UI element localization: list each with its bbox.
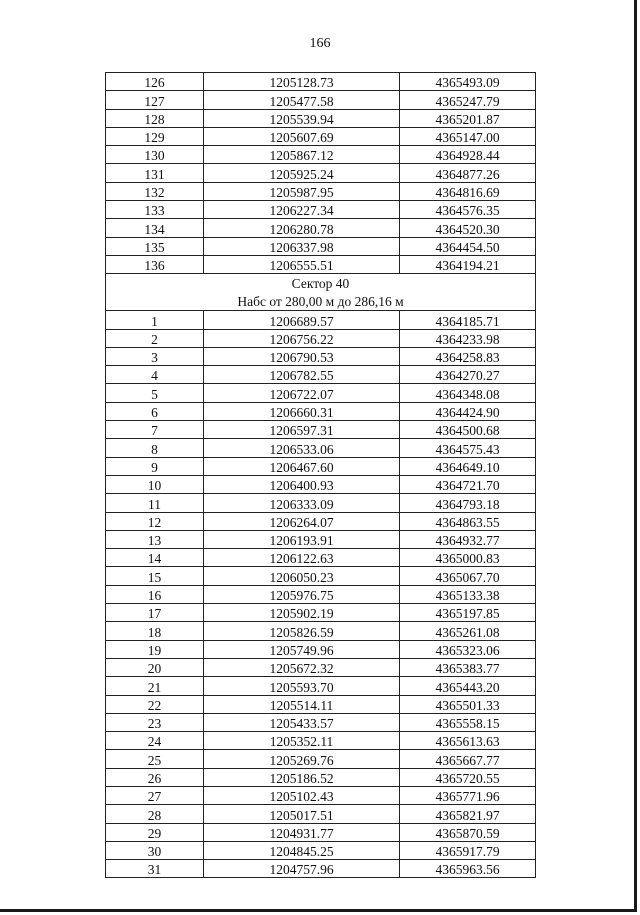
sector-header bbox=[106, 274, 536, 311]
table-row bbox=[106, 237, 536, 255]
y-coordinate: 4364424.90 bbox=[400, 402, 536, 420]
point-number: 127 bbox=[106, 91, 204, 109]
point-number: 26 bbox=[106, 768, 204, 786]
x-coordinate: 1205925.24 bbox=[204, 164, 400, 182]
table-row bbox=[106, 860, 536, 878]
y-coordinate: 4365558.15 bbox=[400, 713, 536, 731]
table-row bbox=[106, 201, 536, 219]
point-number: 19 bbox=[106, 640, 204, 658]
y-coordinate: 4364863.55 bbox=[400, 512, 536, 530]
table-row bbox=[106, 549, 536, 567]
point-number: 9 bbox=[106, 457, 204, 475]
point-number: 29 bbox=[106, 823, 204, 841]
point-number: 23 bbox=[106, 713, 204, 731]
x-coordinate: 1205867.12 bbox=[204, 146, 400, 164]
y-coordinate: 4364258.83 bbox=[400, 347, 536, 365]
y-coordinate: 4364500.68 bbox=[400, 421, 536, 439]
y-coordinate: 4365821.97 bbox=[400, 805, 536, 823]
y-coordinate: 4365000.83 bbox=[400, 549, 536, 567]
point-number: 14 bbox=[106, 549, 204, 567]
point-number: 4 bbox=[106, 366, 204, 384]
x-coordinate: 1204931.77 bbox=[204, 823, 400, 841]
y-coordinate: 4365443.20 bbox=[400, 677, 536, 695]
y-coordinate: 4365917.79 bbox=[400, 841, 536, 859]
table-body-sector-40 bbox=[106, 311, 536, 878]
y-coordinate: 4364194.21 bbox=[400, 255, 536, 273]
point-number: 131 bbox=[106, 164, 204, 182]
table-row bbox=[106, 750, 536, 768]
table-row bbox=[106, 73, 536, 91]
y-coordinate: 4364649.10 bbox=[400, 457, 536, 475]
y-coordinate: 4365133.38 bbox=[400, 585, 536, 603]
y-coordinate: 4365667.77 bbox=[400, 750, 536, 768]
y-coordinate: 4365720.55 bbox=[400, 768, 536, 786]
y-coordinate: 4365870.59 bbox=[400, 823, 536, 841]
coordinates-table bbox=[105, 72, 536, 878]
y-coordinate: 4364348.08 bbox=[400, 384, 536, 402]
table-row bbox=[106, 512, 536, 530]
point-number: 135 bbox=[106, 237, 204, 255]
x-coordinate: 1205433.57 bbox=[204, 713, 400, 731]
point-number: 24 bbox=[106, 732, 204, 750]
x-coordinate: 1205102.43 bbox=[204, 786, 400, 804]
x-coordinate: 1205749.96 bbox=[204, 640, 400, 658]
table-row bbox=[106, 347, 536, 365]
table-row bbox=[106, 604, 536, 622]
table-row bbox=[106, 786, 536, 804]
y-coordinate: 4365963.56 bbox=[400, 860, 536, 878]
x-coordinate: 1205902.19 bbox=[204, 604, 400, 622]
table-row bbox=[106, 91, 536, 109]
table-row bbox=[106, 677, 536, 695]
point-number: 133 bbox=[106, 201, 204, 219]
point-number: 132 bbox=[106, 182, 204, 200]
x-coordinate: 1205987.95 bbox=[204, 182, 400, 200]
table-row bbox=[106, 585, 536, 603]
x-coordinate: 1204845.25 bbox=[204, 841, 400, 859]
y-coordinate: 4364233.98 bbox=[400, 329, 536, 347]
y-coordinate: 4365201.87 bbox=[400, 109, 536, 127]
y-coordinate: 4365197.85 bbox=[400, 604, 536, 622]
table-row bbox=[106, 658, 536, 676]
point-number: 129 bbox=[106, 127, 204, 145]
sector-title-row bbox=[106, 274, 536, 293]
point-number: 126 bbox=[106, 73, 204, 91]
table-row bbox=[106, 146, 536, 164]
table-row bbox=[106, 182, 536, 200]
y-coordinate: 4365261.08 bbox=[400, 622, 536, 640]
y-coordinate: 4364816.69 bbox=[400, 182, 536, 200]
x-coordinate: 1205017.51 bbox=[204, 805, 400, 823]
table-row bbox=[106, 329, 536, 347]
y-coordinate: 4365613.63 bbox=[400, 732, 536, 750]
point-number: 18 bbox=[106, 622, 204, 640]
point-number: 130 bbox=[106, 146, 204, 164]
point-number: 12 bbox=[106, 512, 204, 530]
point-number: 22 bbox=[106, 695, 204, 713]
y-coordinate: 4364721.70 bbox=[400, 475, 536, 493]
table-row bbox=[106, 640, 536, 658]
x-coordinate: 1205826.59 bbox=[204, 622, 400, 640]
x-coordinate: 1205186.52 bbox=[204, 768, 400, 786]
table-row bbox=[106, 695, 536, 713]
x-coordinate: 1206193.91 bbox=[204, 530, 400, 548]
y-coordinate: 4365067.70 bbox=[400, 567, 536, 585]
y-coordinate: 4365771.96 bbox=[400, 786, 536, 804]
x-coordinate: 1206722.07 bbox=[204, 384, 400, 402]
x-coordinate: 1206597.31 bbox=[204, 421, 400, 439]
x-coordinate: 1206333.09 bbox=[204, 494, 400, 512]
table-row bbox=[106, 841, 536, 859]
point-number: 3 bbox=[106, 347, 204, 365]
table-row bbox=[106, 255, 536, 273]
table-row bbox=[106, 311, 536, 329]
table-row bbox=[106, 384, 536, 402]
y-coordinate: 4364928.44 bbox=[400, 146, 536, 164]
x-coordinate: 1205672.32 bbox=[204, 658, 400, 676]
x-coordinate: 1205976.75 bbox=[204, 585, 400, 603]
x-coordinate: 1206280.78 bbox=[204, 219, 400, 237]
point-number: 10 bbox=[106, 475, 204, 493]
x-coordinate: 1206555.51 bbox=[204, 255, 400, 273]
x-coordinate: 1205593.70 bbox=[204, 677, 400, 695]
point-number: 7 bbox=[106, 421, 204, 439]
table-row bbox=[106, 475, 536, 493]
point-number: 30 bbox=[106, 841, 204, 859]
y-coordinate: 4365247.79 bbox=[400, 91, 536, 109]
sector-subtitle: Набс от 280,00 м до 286,16 м bbox=[106, 292, 536, 311]
page-number: 166 bbox=[309, 36, 331, 51]
y-coordinate: 4365147.00 bbox=[400, 127, 536, 145]
sector-title: Сектор 40 bbox=[106, 274, 536, 293]
x-coordinate: 1206400.93 bbox=[204, 475, 400, 493]
table-row bbox=[106, 164, 536, 182]
table-row bbox=[106, 127, 536, 145]
y-coordinate: 4365323.06 bbox=[400, 640, 536, 658]
x-coordinate: 1205477.58 bbox=[204, 91, 400, 109]
x-coordinate: 1206790.53 bbox=[204, 347, 400, 365]
point-number: 5 bbox=[106, 384, 204, 402]
x-coordinate: 1206337.98 bbox=[204, 237, 400, 255]
y-coordinate: 4364454.50 bbox=[400, 237, 536, 255]
x-coordinate: 1206782.55 bbox=[204, 366, 400, 384]
table-body-previous-sector bbox=[106, 73, 536, 274]
y-coordinate: 4364520.30 bbox=[400, 219, 536, 237]
table-row bbox=[106, 622, 536, 640]
x-coordinate: 1206756.22 bbox=[204, 329, 400, 347]
x-coordinate: 1205539.94 bbox=[204, 109, 400, 127]
point-number: 11 bbox=[106, 494, 204, 512]
point-number: 17 bbox=[106, 604, 204, 622]
table-row bbox=[106, 421, 536, 439]
table-row bbox=[106, 805, 536, 823]
y-coordinate: 4364576.35 bbox=[400, 201, 536, 219]
x-coordinate: 1206050.23 bbox=[204, 567, 400, 585]
x-coordinate: 1206689.57 bbox=[204, 311, 400, 329]
point-number: 27 bbox=[106, 786, 204, 804]
x-coordinate: 1205352.11 bbox=[204, 732, 400, 750]
y-coordinate: 4365493.09 bbox=[400, 73, 536, 91]
table-row bbox=[106, 109, 536, 127]
point-number: 1 bbox=[106, 311, 204, 329]
x-coordinate: 1204757.96 bbox=[204, 860, 400, 878]
table-row bbox=[106, 366, 536, 384]
x-coordinate: 1205607.69 bbox=[204, 127, 400, 145]
y-coordinate: 4364185.71 bbox=[400, 311, 536, 329]
table-row bbox=[106, 768, 536, 786]
table-row bbox=[106, 494, 536, 512]
point-number: 128 bbox=[106, 109, 204, 127]
x-coordinate: 1205128.73 bbox=[204, 73, 400, 91]
point-number: 136 bbox=[106, 255, 204, 273]
sector-subtitle-row bbox=[106, 292, 536, 311]
table-row bbox=[106, 219, 536, 237]
x-coordinate: 1205514.11 bbox=[204, 695, 400, 713]
x-coordinate: 1206467.60 bbox=[204, 457, 400, 475]
point-number: 31 bbox=[106, 860, 204, 878]
y-coordinate: 4365501.33 bbox=[400, 695, 536, 713]
y-coordinate: 4365383.77 bbox=[400, 658, 536, 676]
point-number: 13 bbox=[106, 530, 204, 548]
y-coordinate: 4364793.18 bbox=[400, 494, 536, 512]
point-number: 6 bbox=[106, 402, 204, 420]
point-number: 21 bbox=[106, 677, 204, 695]
point-number: 2 bbox=[106, 329, 204, 347]
point-number: 25 bbox=[106, 750, 204, 768]
point-number: 8 bbox=[106, 439, 204, 457]
x-coordinate: 1206264.07 bbox=[204, 512, 400, 530]
point-number: 16 bbox=[106, 585, 204, 603]
table-row bbox=[106, 713, 536, 731]
y-coordinate: 4364932.77 bbox=[400, 530, 536, 548]
point-number: 20 bbox=[106, 658, 204, 676]
table-row bbox=[106, 439, 536, 457]
table-row bbox=[106, 567, 536, 585]
x-coordinate: 1205269.76 bbox=[204, 750, 400, 768]
x-coordinate: 1206533.06 bbox=[204, 439, 400, 457]
table-row bbox=[106, 402, 536, 420]
table-row bbox=[106, 823, 536, 841]
point-number: 28 bbox=[106, 805, 204, 823]
x-coordinate: 1206660.31 bbox=[204, 402, 400, 420]
y-coordinate: 4364575.43 bbox=[400, 439, 536, 457]
point-number: 134 bbox=[106, 219, 204, 237]
x-coordinate: 1206122.63 bbox=[204, 549, 400, 567]
y-coordinate: 4364877.26 bbox=[400, 164, 536, 182]
y-coordinate: 4364270.27 bbox=[400, 366, 536, 384]
x-coordinate: 1206227.34 bbox=[204, 201, 400, 219]
table-row bbox=[106, 732, 536, 750]
table-row bbox=[106, 530, 536, 548]
table-row bbox=[106, 457, 536, 475]
point-number: 15 bbox=[106, 567, 204, 585]
